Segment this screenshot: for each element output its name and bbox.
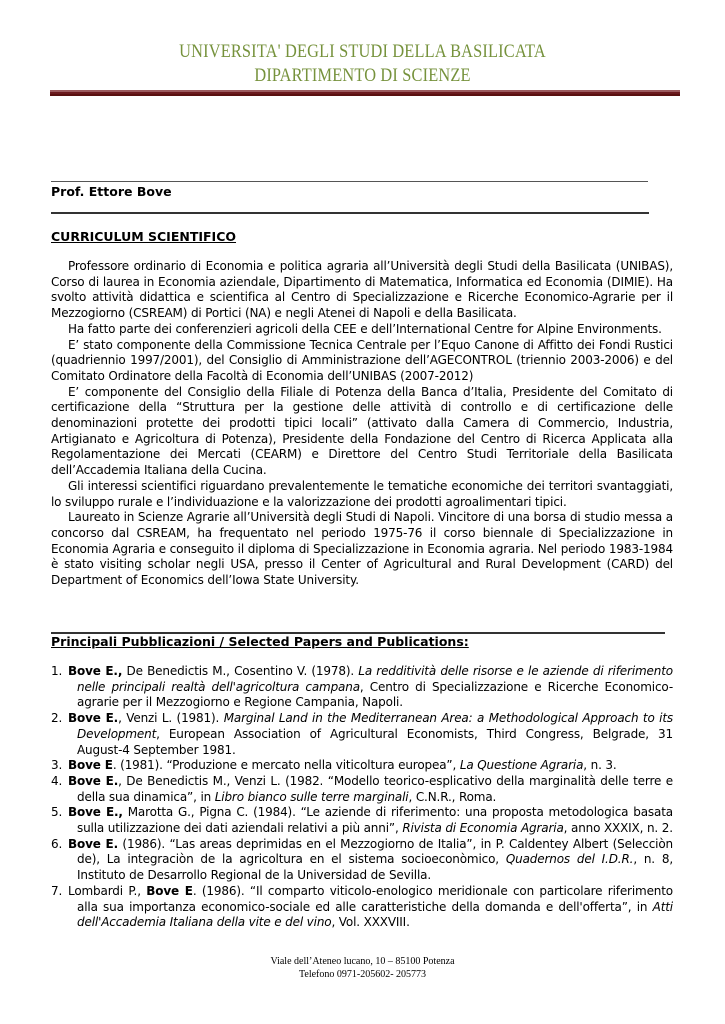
item-number: 7. bbox=[51, 883, 63, 898]
publication-item bbox=[51, 664, 673, 711]
publication-item bbox=[51, 774, 673, 805]
citation-text: , De Benedictis M., Venzi L. (1982. “Modello teorico-esplicativo della marginalità delle terre e della sua dinamica”, in bbox=[77, 773, 673, 804]
publication-item bbox=[51, 805, 673, 836]
divider-top bbox=[51, 181, 648, 182]
author-bold: Bove E bbox=[68, 758, 113, 773]
cv-paragraph: E’ componente del Consiglio della Filiale di Potenza della Banca d’Italia, Presidente del Comitato di certificazione della “Struttura per la gestione delle attività di controllo e di certificazione delle denominazioni protette dei prodotti tipici locali” (attivato dalla Camera di Commercio, Industria, Artigianato e Agricoltura di Potenza), Presidente della Fondazione del Centro di Ricerca Applicata alla Regolamentazione dei Mercati (CEARM) e Direttore del Centro Studi Territoriale della Basilicata dell’Accademia Italiana della Cucina. bbox=[51, 384, 673, 478]
letterhead bbox=[51, 40, 675, 88]
department-name: DIPARTIMENTO DI SCIENZE bbox=[254, 65, 471, 86]
citation-title-italic: La redditività delle risorse e le aziende di riferimento nelle principali realtà dell'agricoltura campana bbox=[77, 664, 673, 694]
cv-paragraph: Professore ordinario di Economia e politica agraria all’Università degli Studi della Basilicata (UNIBAS), Corso di laurea in Economia aziendale, Dipartimento di Matematica, Informatica ed Economia (DIMIE). Ha svolto attività didattica e scientifica al Centro di Specializzazione e Ricerche Economico-Agrarie per il Mezzogiorno (CSREAM) di Portici (NA) e negli Atenei di Napoli e della Basilicata. bbox=[51, 259, 673, 321]
citation-text: Marotta G., Pigna C. (1984). “Le aziende di riferimento: una proposta metodologica basata sulla utilizzazione dei dati aziendali relativi a più anni”, bbox=[77, 805, 673, 836]
citation-text: . (1981). “Produzione e mercato nella viticoltura europea”, bbox=[112, 758, 460, 773]
citation-title-italic: La Questione Agraria bbox=[459, 758, 584, 773]
item-number: 6. bbox=[51, 836, 63, 851]
author-bold: Bove E bbox=[146, 883, 193, 898]
footer-phone: Telefono 0971-205602- 205773 bbox=[298, 968, 427, 980]
footer-address: Viale dell’Ateneo lucano, 10 – 85100 Potenza bbox=[270, 956, 455, 967]
citation-tail: , anno XXXIX, n. 2. bbox=[563, 821, 673, 836]
citation-text: (1986). “Las areas deprimidas en el Mezzogiorno de Italia”, in P. Caldentey Albert (Selecciòn de), La integraciòn de la agricoltura en el sistema socioeconòmico, bbox=[77, 836, 673, 867]
item-number: 1. bbox=[51, 664, 63, 678]
citation-tail: , n. 3. bbox=[583, 758, 617, 773]
divider-name bbox=[51, 212, 649, 214]
author-bold: Bove E. bbox=[68, 711, 119, 726]
publication-item bbox=[51, 711, 673, 758]
item-number: 3. bbox=[51, 758, 63, 773]
cv-paragraph: E’ stato componente della Commissione Tecnica Centrale per l’Equo Canone di Affitto dei Fondi Rustici (quadriennio 1997/2001), del Consiglio di Amministrazione dell’AGECONTROL (triennio 2003-2006) e del Comitato Ordinatore della Facoltà di Economia dell’UNIBAS (2007-2012) bbox=[51, 337, 673, 383]
item-number: 2. bbox=[51, 711, 63, 726]
publication-item bbox=[51, 884, 673, 931]
coauthors-before: Lombardi P., bbox=[68, 883, 147, 898]
page-footer bbox=[0, 956, 725, 981]
author-bold: Bove E. bbox=[68, 836, 118, 851]
citation-tail: , C.N.R., Roma. bbox=[408, 789, 497, 804]
citation-tail: , Vol. XXXVIII. bbox=[331, 915, 410, 930]
citation-title-italic: Atti dell'Accademia Italiana della vite e del vino bbox=[77, 899, 673, 930]
citation-title-italic: Rivista di Economia Agraria bbox=[402, 821, 564, 836]
citation-tail: , European Association of Agricultural Economists, Third Congress, Belgrade, 31 August-4 September 1981. bbox=[77, 726, 673, 757]
curriculum-title: CURRICULUM SCIENTIFICO bbox=[51, 229, 237, 244]
curriculum-body bbox=[51, 259, 673, 589]
author-bold: Bove E., bbox=[68, 664, 123, 678]
cv-paragraph: Laureato in Scienze Agrarie all’Università degli Studi di Napoli. Vincitore di una borsa di studio messa a concorso dal CSREAM, ha frequentato nel periodo 1975-76 il corso biennale di Specializzazione in Economia Agraria e conseguito il diploma di Specializzazione in Economia agraria. Nel periodo 1983-1984 è stato visiting scholar negli USA, presso il Center of Agricultural and Rural Development (CARD) del Department of Economics dell’Iowa State University. bbox=[51, 510, 673, 588]
cv-paragraph: Ha fatto parte dei conferenzieri agricoli della CEE e dell’International Centre for Alpine Environments. bbox=[68, 321, 662, 336]
citation-text: . (1986). “Il comparto viticolo-enologico meridionale con particolare riferimento alla sua importanza economico-sociale ed alle caratteristiche della domanda e dell'offerta”, in bbox=[77, 883, 674, 914]
author-bold: Bove E., bbox=[68, 805, 123, 820]
item-number: 5. bbox=[51, 805, 63, 820]
item-number: 4. bbox=[51, 773, 63, 788]
citation-title-italic: Libro bianco sulle terre marginali bbox=[214, 789, 409, 804]
citation-text: , Venzi L. (1981). bbox=[118, 711, 224, 726]
letterhead-divider bbox=[50, 90, 680, 96]
person-name: Prof. Ettore Bove bbox=[51, 184, 172, 199]
citation-title-italic: Quadernos del I.D.R. bbox=[505, 852, 634, 867]
citation-title-italic: Marginal Land in the Mediterranean Area: a Methodological Approach to its Development bbox=[77, 711, 673, 741]
university-name: UNIVERSITA' DEGLI STUDI DELLA BASILICATA bbox=[179, 41, 546, 62]
publication-item bbox=[51, 758, 673, 774]
author-bold: Bove E. bbox=[68, 773, 119, 788]
cv-paragraph: Gli interessi scientifici riguardano prevalentemente le tematiche economiche dei territori svantaggiati, lo sviluppo rurale e l’individuazione e la valorizzazione dei prodotti agroalimentari tipici. bbox=[51, 478, 673, 509]
publications-list bbox=[51, 664, 673, 931]
citation-tail: , Centro di Specializzazione e Ricerche Economico-agrarie per il Mezzogiorno e Regione Campania, Napoli. bbox=[77, 679, 673, 710]
publications-title: Principali Pubblicazioni / Selected Papers and Publications: bbox=[51, 634, 469, 649]
citation-tail: , n. 8, Instituto de Desarrollo Regional de la Universidad de Sevilla. bbox=[77, 852, 674, 883]
publication-item bbox=[51, 837, 673, 884]
citation-text: De Benedictis M., Cosentino V. (1978). bbox=[122, 664, 359, 678]
